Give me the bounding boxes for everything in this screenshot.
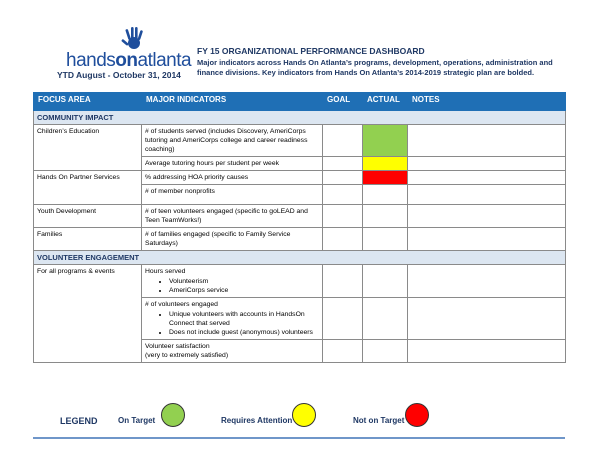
notes-cell <box>408 340 566 363</box>
goal-cell <box>323 125 363 157</box>
actual-cell <box>363 265 408 298</box>
table-row <box>34 265 566 298</box>
indicator-families-engaged: # of families engaged (specific to Family Service Saturdays) <box>142 228 323 251</box>
table-row <box>34 205 566 228</box>
volunteers-engaged-label: # of volunteers engaged <box>145 301 218 308</box>
goal-cell <box>323 228 363 251</box>
header-actual: ACTUAL <box>363 93 408 111</box>
actual-status-requires-attention <box>363 157 408 171</box>
focus-youth-development: Youth Development <box>34 205 142 228</box>
focus-families: Families <box>34 228 142 251</box>
indicator-hours-served <box>142 265 323 298</box>
goal-cell <box>323 171 363 185</box>
satisfaction-scale: (very to extremely satisfied) <box>145 352 229 359</box>
actual-cell <box>363 185 408 205</box>
legend-not-on-target-label: Not on Target <box>353 416 405 425</box>
notes-cell <box>408 185 566 205</box>
not-on-target-circle-icon <box>405 403 429 427</box>
header-focus-area: FOCUS AREA <box>34 93 142 111</box>
ytd-period: YTD August - October 31, 2014 <box>57 70 181 80</box>
logo-wordmark: handsonatlanta <box>66 50 192 71</box>
on-target-circle-icon <box>161 403 185 427</box>
focus-partner-services: Hands On Partner Services <box>34 171 142 205</box>
actual-cell <box>363 340 408 363</box>
page-subtitle: Major indicators across Hands On Atlanta’s programs, development, operations, administration and finance divisions. Key indicators from Hands On Atlanta’s 2014-2019 strategic plan are bolded. <box>197 58 553 77</box>
page-title: FY 15 ORGANIZATIONAL PERFORMANCE DASHBOARD <box>197 46 425 56</box>
section-community-impact: COMMUNITY IMPACT <box>34 111 566 125</box>
focus-childrens-education: Children’s Education <box>34 125 142 171</box>
actual-cell <box>363 298 408 340</box>
legend <box>0 400 600 430</box>
indicator-volunteer-satisfaction <box>142 340 323 363</box>
bottom-divider <box>33 437 565 439</box>
requires-attention-circle-icon <box>292 403 316 427</box>
table-header-row <box>34 93 566 111</box>
goal-cell <box>323 265 363 298</box>
indicator-tutoring-hours: Average tutoring hours per student per week <box>142 157 323 171</box>
notes-cell <box>408 125 566 157</box>
actual-status-not-on-target <box>363 171 408 185</box>
header-major-indicators: MAJOR INDICATORS <box>142 93 323 111</box>
notes-cell <box>408 157 566 171</box>
hours-served-label: Hours served <box>145 268 186 275</box>
hand-print-icon <box>121 26 147 52</box>
header-notes: NOTES <box>408 93 566 111</box>
list-item: • Unique volunteers with accounts in HandsOn Connect that served <box>169 310 319 328</box>
section-row <box>34 251 566 265</box>
dashboard-table <box>33 92 566 363</box>
actual-cell <box>363 228 408 251</box>
goal-cell <box>323 298 363 340</box>
list-item: • AmeriCorps service <box>169 286 319 295</box>
indicator-students-served: # of students served (includes Discovery, AmeriCorps tutoring and AmeriCorps college and career readiness coaching) <box>142 125 323 157</box>
indicator-member-nonprofits: # of member nonprofits <box>142 185 323 205</box>
table-row <box>34 171 566 185</box>
legend-requires-attention-label: Requires Attention <box>221 416 293 425</box>
goal-cell <box>323 340 363 363</box>
notes-cell <box>408 265 566 298</box>
list-item: • Volunteerism <box>169 277 319 286</box>
indicator-teen-volunteers: # of teen volunteers engaged (specific to goLEAD and Teen TeamWorks!) <box>142 205 323 228</box>
section-volunteer-engagement: VOLUNTEER ENGAGEMENT <box>34 251 566 265</box>
legend-title: LEGEND <box>60 416 98 426</box>
header-goal: GOAL <box>323 93 363 111</box>
focus-all-programs: For all programs & events <box>34 265 142 363</box>
satisfaction-label: Volunteer satisfaction <box>145 343 210 350</box>
legend-on-target-label: On Target <box>118 416 156 425</box>
indicator-hoa-priority: % addressing HOA priority causes <box>142 171 323 185</box>
table-row <box>34 228 566 251</box>
notes-cell <box>408 228 566 251</box>
actual-cell <box>363 205 408 228</box>
table-row <box>34 125 566 157</box>
notes-cell <box>408 171 566 185</box>
notes-cell <box>408 298 566 340</box>
indicator-volunteers-engaged <box>142 298 323 340</box>
notes-cell <box>408 205 566 228</box>
section-row <box>34 111 566 125</box>
goal-cell <box>323 185 363 205</box>
list-item: • Does not include guest (anonymous) volunteers <box>169 328 319 337</box>
goal-cell <box>323 157 363 171</box>
goal-cell <box>323 205 363 228</box>
actual-status-on-target <box>363 125 408 157</box>
